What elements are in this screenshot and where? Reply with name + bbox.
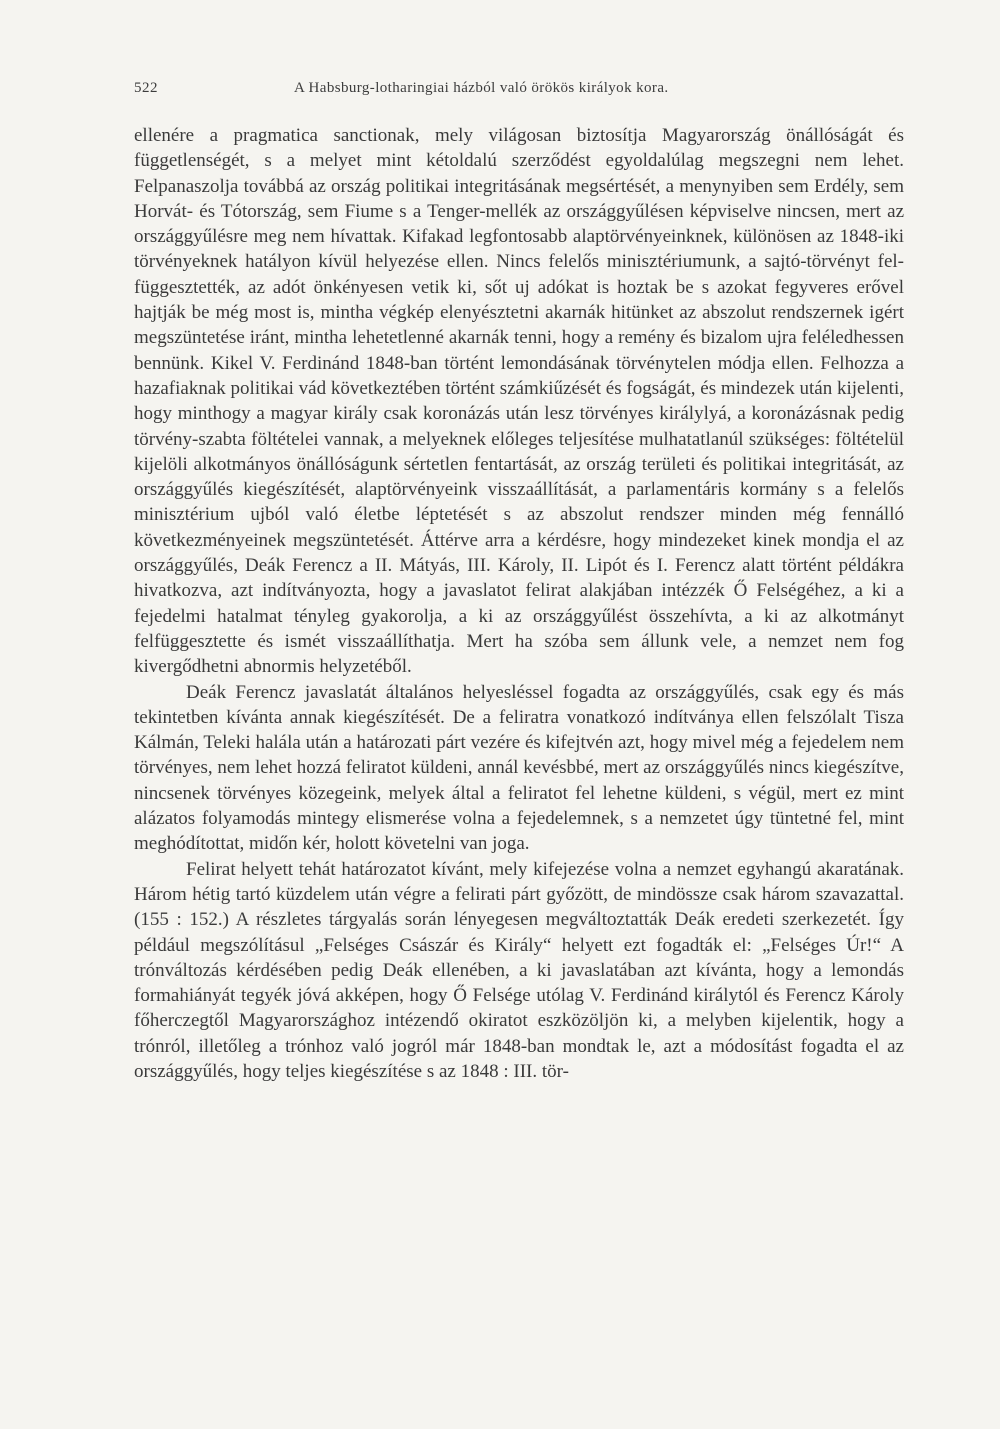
paragraph-2: Deák Ferencz javaslatát általános helyesléssel fogadta az országgyűlés, csak egy és más tekintetben kívánta annak kiegészítését. De a feliratra vonatkozó indítványa ellen felszólalt Tisza Kálmán, Teleki halála után a határozati párt vezére és kifejtvén azt, hogy mivel még a fejedelem nem törvényes, nem lehet hozzá feliratot küldeni, annál kevésbbé, mert az országgyűlés nincs kiegészítve, nincsenek törvényes közegeink, melyek által a feliratot fel lehetne küldeni, s végül, mert ez mint alázatos folyamodás mintegy elismerése volna a fejedelemnek, s a nemzetet úgy tüntetné fel, mint meghódítottat, midőn kér, holott követelni van joga. bbox=[134, 681, 904, 855]
paragraph-1: ellenére a pragmatica sanctionak, mely világosan biztosítja Magyarország önállóságát és függetlenségét, s a melyet mint kétoldalú szerződést egyoldalúlag megszegni nem lehet. Felpanaszolja továbbá az ország politikai integritásának megsértését, a menynyiben sem Erdély, sem Horvát- és Tótország, sem Fiume s a Tenger-mellék az országgyűlésen képviselve nincsen, mert az országgyűlésre meg nem hívattak. Kifakad legfontosabb alaptörvényeinknek, különösen az 1848-iki törvényeknek hatályon kívül helyezése ellen. Nincs felelős minisztériumunk, a sajtó-törvényt felfüggesztették, az adót önkényesen vetik ki, sőt uj adókat is hoztak be s azokat fegyveres erővel hajtják be még most is, mintha végkép elenyésztetni akarnák hitünket az abszolut rendszernek igért megszüntetése iránt, mintha lehetetlenné akarnák tenni, hogy a remény és bizalom ujra feléledhessen bennünk. Kikel V. Ferdinánd 1848-ban történt lemondásának törvénytelen módja ellen. Felhozza a hazafiaknak politikai vád következtében történt számkiűzését és fogságát, és mindezek után kijelenti, hogy minthogy a magyar király csak koronázás után lesz törvényes királylyá, a koronázásnak pedig törvény-szabta föltételei vannak, a melyeknek előleges teljesítése mulhatatlanúl szükséges: föltételül kijelöli alkotmányos önállóságunk sértetlen fentartását, az ország területi és politikai integritását, az országgyűlés kiegészítését, alaptörvényeink visszaállítását, a parlamentáris kormány s a felelős minisztérium ujból való életbe léptetését s az abszolut rendszer minden még fennálló következményeinek megszüntetését. Áttérve arra a kérdésre, hogy mindezeket kinek mondja el az országgyűlés, Deák Ferencz a II. Mátyás, III. Károly, II. Lipót és I. Ferencz alatt történt példákra hivatkozva, azt indítványozta, hogy a javaslatot felirat alakjában intézzék Ő Felségéhez, a ki a fejedelmi hatalmat tényleg gyakorolja, a ki az országgyűlést összehívta, a ki az alkotmányt felfüggesztette és ismét visszaállíthatja. Mert ha szóba sem állunk vele, a nemzet nem fog kivergődhetni abnormis helyzetéből. bbox=[134, 125, 904, 678]
page-number: 522 bbox=[134, 80, 158, 96]
running-title: A Habsburg-lotharingiai házból való örökös királyok kora. bbox=[294, 80, 669, 96]
body-text bbox=[134, 123, 904, 1084]
page-header bbox=[134, 80, 904, 104]
paragraph-3: Felirat helyett tehát határozatot kívánt, mely kifejezése volna a nemzet egyhangú akaratának. Három hétig tartó küzdelem után végre a felirati párt győzött, de mindössze csak három szavazattal. (155 : 152.) A részletes tárgyalás során lényegesen megváltoztatták Deák eredeti szerkezetét. Így például megszólításul „Felséges Császár és Király“ helyett ezt fogadták el: „Felséges Úr!“ A trónváltozás kérdésében pedig Deák ellenében, a ki javaslatában azt kívánta, hogy a lemondás formahiányát tegyék jóvá akképen, hogy Ő Felsége utólag V. Ferdinánd királytól és Ferencz Károly főherczegtől Magyarországhoz intézendő okiratot eszközöljön ki, a melyben kijelentik, hogy a trónról, illetőleg a trónhoz való jogról már 1848-ban mondtak le, azt a módosítást fogadta el az országgyűlés, hogy teljes kiegészítése s az 1848 : III. tör- bbox=[134, 858, 904, 1082]
